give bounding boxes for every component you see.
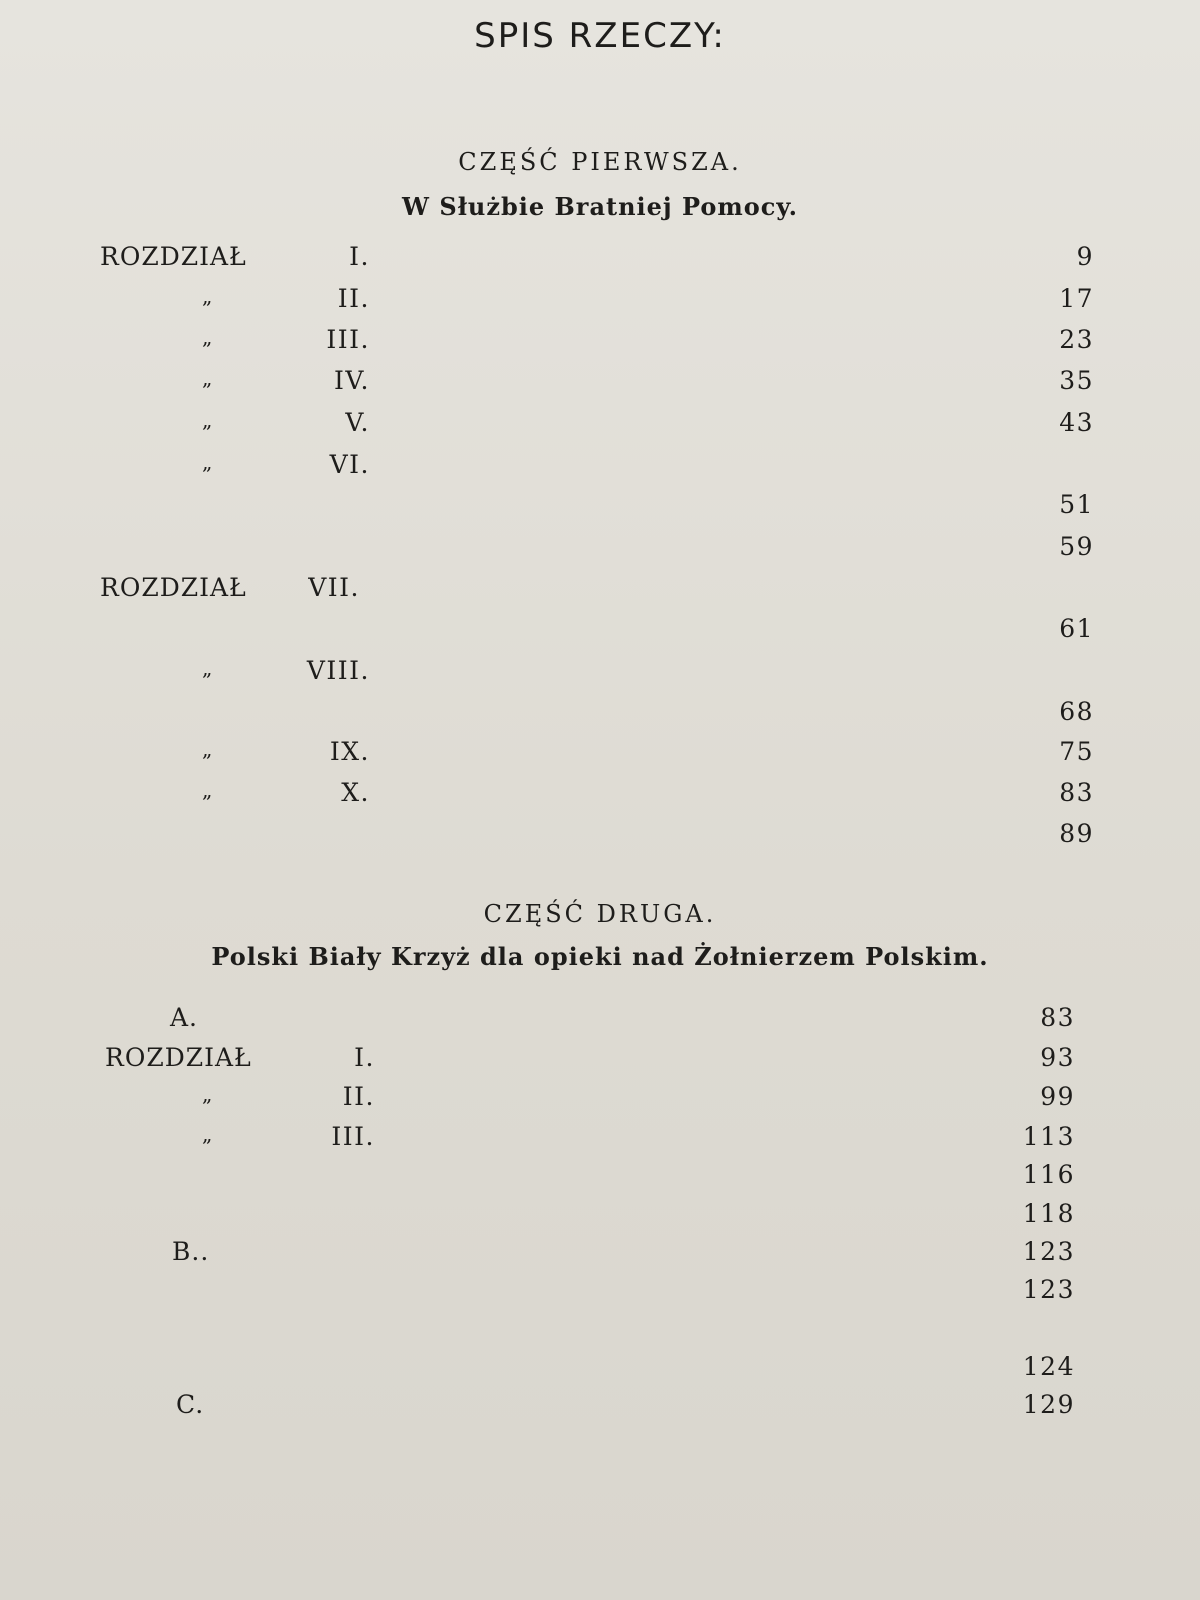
page-number: 113	[1022, 1122, 1075, 1151]
entry-label: C.	[176, 1390, 205, 1419]
page-number: 68	[1059, 697, 1094, 726]
toc-entry	[0, 737, 1200, 773]
toc-entry	[0, 819, 1200, 855]
page-number: 59	[1059, 532, 1094, 561]
entry-label: ROZDZIAŁ	[105, 1043, 252, 1072]
page-number: 17	[1059, 284, 1094, 313]
entry-label: A.	[170, 1003, 199, 1032]
page-number: 35	[1059, 366, 1094, 395]
entry-label: ROZDZIAŁ	[100, 242, 247, 271]
ditto-mark: „	[202, 656, 214, 680]
page-number: 123	[1022, 1275, 1075, 1304]
part1-subtitle: W Służbie Bratniej Pomocy.	[402, 192, 798, 221]
ditto-mark: „	[202, 408, 214, 432]
toc-entry	[0, 450, 1200, 486]
chapter-number: VIII.	[306, 656, 370, 685]
toc-entry	[0, 1160, 1200, 1196]
toc-entry	[0, 325, 1200, 361]
toc-entry	[0, 242, 1200, 278]
ditto-mark: „	[202, 366, 214, 390]
page-number: 75	[1059, 737, 1094, 766]
page-number: 123	[1022, 1237, 1075, 1266]
entry-label: B..	[172, 1237, 210, 1266]
chapter-number: II.	[337, 284, 370, 313]
page-number: 118	[1022, 1199, 1075, 1228]
part1-heading: CZĘŚĆ PIERWSZA.	[458, 148, 742, 176]
page-number: 129	[1022, 1390, 1075, 1419]
toc-entry	[0, 1237, 1200, 1273]
page-number: 43	[1059, 408, 1094, 437]
part2-heading: CZĘŚĆ DRUGA.	[483, 900, 717, 928]
chapter-number: III.	[326, 325, 370, 354]
ditto-mark: „	[202, 1082, 214, 1106]
toc-entry	[0, 573, 1200, 609]
toc-entry	[0, 1390, 1200, 1426]
toc-entry	[0, 1275, 1200, 1311]
toc-entry	[0, 490, 1200, 526]
chapter-number: X.	[341, 778, 370, 807]
toc-entry	[0, 1352, 1200, 1388]
ditto-mark: „	[202, 737, 214, 761]
toc-entry	[0, 1043, 1200, 1079]
page-number: 124	[1022, 1352, 1075, 1381]
chapter-number: IX.	[329, 737, 370, 766]
chapter-number: III.	[331, 1122, 375, 1151]
chapter-number: IV.	[333, 366, 370, 395]
chapter-number: VII.	[308, 573, 360, 602]
ditto-mark: „	[202, 450, 214, 474]
toc-entry	[0, 366, 1200, 402]
toc-entry	[0, 614, 1200, 650]
page-number: 83	[1040, 1003, 1075, 1032]
chapter-number: VI.	[329, 450, 370, 479]
page-number: 61	[1059, 614, 1094, 643]
entry-label: ROZDZIAŁ	[100, 573, 247, 602]
page-title: SPIS RZECZY:	[474, 16, 726, 56]
toc-entry	[0, 1082, 1200, 1118]
toc-entry	[0, 284, 1200, 320]
page-number: 23	[1059, 325, 1094, 354]
ditto-mark: „	[202, 284, 214, 308]
chapter-number: V.	[345, 408, 370, 437]
chapter-number: I.	[349, 242, 370, 271]
page-number: 99	[1040, 1082, 1075, 1111]
toc-entry	[0, 778, 1200, 814]
toc-entry	[0, 697, 1200, 733]
toc-entry	[0, 408, 1200, 444]
part2-subtitle: Polski Biały Krzyż dla opieki nad Żołnierzem Polskim.	[211, 942, 989, 971]
toc-entry	[0, 656, 1200, 692]
page-number: 9	[1076, 242, 1094, 271]
page-number: 116	[1022, 1160, 1075, 1189]
chapter-number: II.	[342, 1082, 375, 1111]
toc-entry	[0, 1314, 1200, 1350]
page-number: 89	[1059, 819, 1094, 848]
toc-entry	[0, 532, 1200, 568]
chapter-number: I.	[354, 1043, 375, 1072]
page-number: 51	[1059, 490, 1094, 519]
ditto-mark: „	[202, 778, 214, 802]
toc-entry	[0, 1122, 1200, 1158]
toc-entry	[0, 1003, 1200, 1039]
ditto-mark: „	[202, 1122, 214, 1146]
page-number: 83	[1059, 778, 1094, 807]
ditto-mark: „	[202, 325, 214, 349]
toc-entry	[0, 1199, 1200, 1235]
page-number: 93	[1040, 1043, 1075, 1072]
